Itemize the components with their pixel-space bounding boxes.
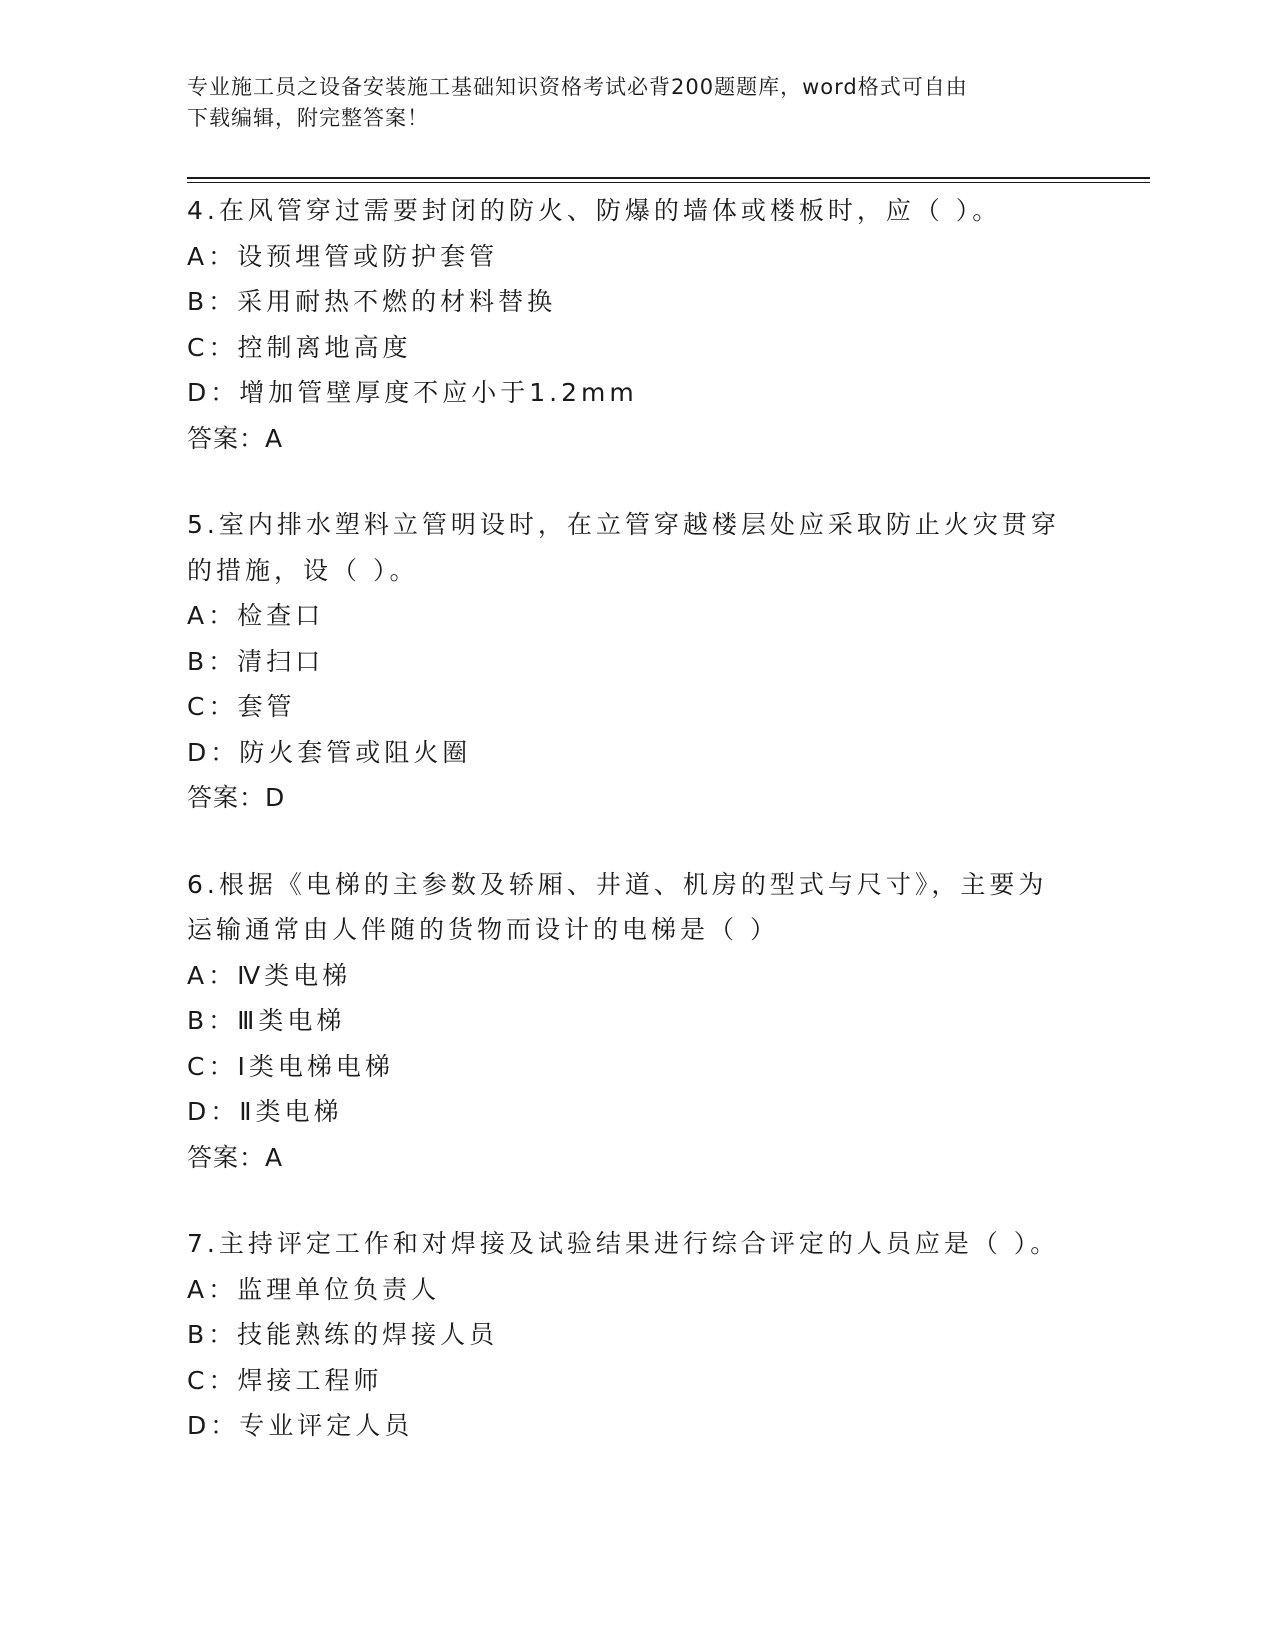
option-d: D：防火套管或阻火圈 <box>187 737 472 767</box>
option-b: B：采用耐热不燃的材料替换 <box>187 287 557 316</box>
option-a: A：监理单位负责人 <box>187 1274 441 1304</box>
question-5 <box>187 502 1087 821</box>
option-c: C：Ⅰ类电梯电梯 <box>187 1051 394 1081</box>
question-stem-continued: 的措施，设（ ）。 <box>187 555 419 585</box>
header-line-2: 下载编辑，附完整答案！ <box>187 106 429 130</box>
option-b: B：Ⅲ类电梯 <box>187 1006 346 1035</box>
option-a: A：检查口 <box>187 601 325 630</box>
option-b: B：技能熟练的焊接人员 <box>187 1320 499 1349</box>
header-line-1: 专业施工员之设备安装施工基础知识资格考试必背200题题库，word格式可自由 <box>187 75 968 99</box>
question-4 <box>187 188 1087 461</box>
option-d: D：增加管壁厚度不应小于1.2mm <box>187 378 638 407</box>
option-a: A：Ⅳ类电梯 <box>187 960 352 990</box>
question-stem-continued: 运输通常由人伴随的货物而设计的电梯是（ ） <box>187 915 779 944</box>
header-divider-thick <box>187 177 1150 179</box>
option-a: A：设预埋管或防护套管 <box>187 241 499 271</box>
header-divider-thin <box>187 182 1150 183</box>
option-d: D：专业评定人员 <box>187 1411 414 1440</box>
option-c: C：控制离地高度 <box>187 332 412 362</box>
question-list <box>187 188 1087 1490</box>
question-stem: 6.根据《电梯的主参数及轿厢、井道、机房的型式与尺寸》，主要为 <box>187 869 1048 899</box>
answer-label: 答案：A <box>187 423 284 453</box>
document-header <box>187 72 1067 134</box>
option-c: C：焊接工程师 <box>187 1365 383 1395</box>
question-6 <box>187 862 1087 1181</box>
answer-label: 答案：A <box>187 1142 284 1172</box>
answer-label: 答案：D <box>187 783 286 812</box>
option-d: D：Ⅱ类电梯 <box>187 1097 343 1126</box>
option-b: B：清扫口 <box>187 646 325 676</box>
option-c: C：套管 <box>187 692 296 721</box>
question-stem: 7.主持评定工作和对焊接及试验结果进行综合评定的人员应是（ ）。 <box>187 1229 1060 1258</box>
question-stem: 5.室内排水塑料立管明设时，在立管穿越楼层处应采取防止火灾贯穿 <box>187 510 1060 539</box>
question-7 <box>187 1221 1087 1449</box>
question-stem: 4.在风管穿过需要封闭的防火、防爆的墙体或楼板时，应（ ）。 <box>187 196 1002 225</box>
